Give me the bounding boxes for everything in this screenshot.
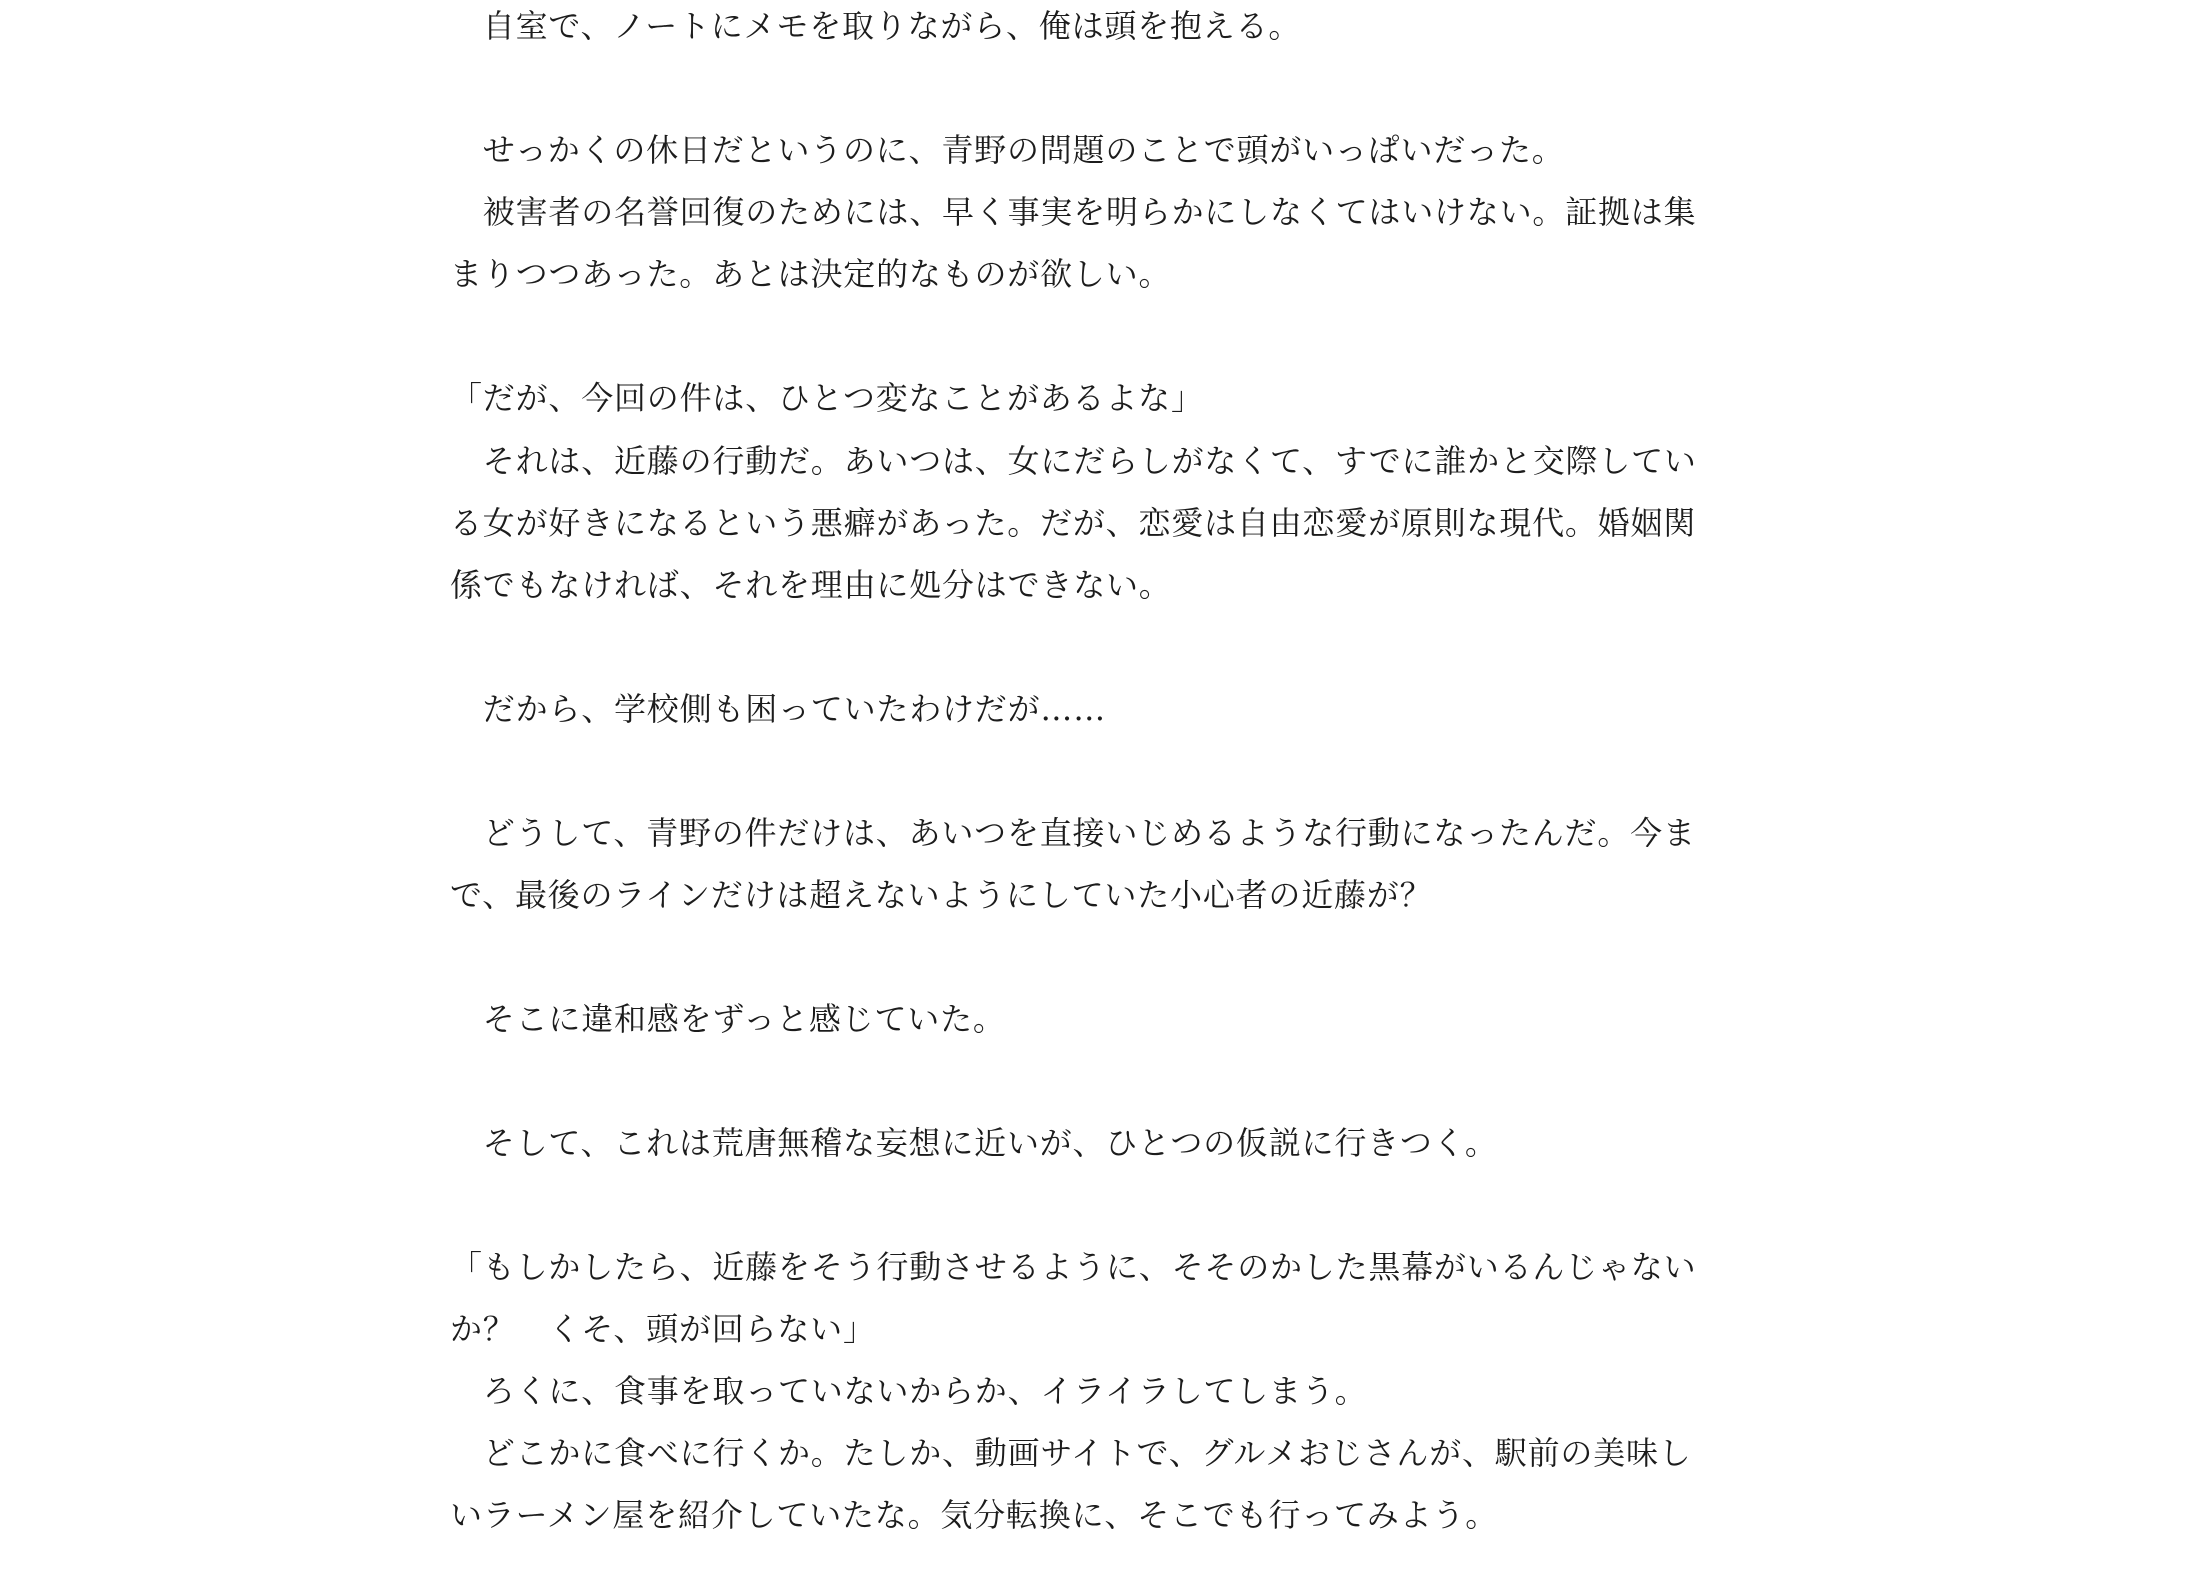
text-line-3: 被害者の名誉回復のためには、早く事実を明らかにしなくてはいけない。証拠は集 [450,193,1697,231]
text-line-18: いラーメン屋を紹介していたな。気分転換に、そこでも行ってみよう。 [450,1496,1499,1534]
text-line-9: だから、学校側も困っていたわけだが…… [450,690,1107,728]
text-line-11: で、最後のラインだけは超えないようにしていた小心者の近藤が？ [450,876,1433,914]
text-line-4: まりつつあった。あとは決定的なものが欲しい。 [450,255,1172,293]
text-line-7: る女が好きになるという悪癖があった。だが、恋愛は自由恋愛が原則な現代。婚姻関 [450,504,1697,542]
text-line-10: どうして、青野の件だけは、あいつを直接いじめるような行動になったんだ。今ま [450,814,1696,852]
text-line-1: 自室で、ノートにメモを取りながら、俺は頭を抱える。 [450,7,1302,45]
text-line-14: 「もしかしたら、近藤をそう行動させるように、そそのかした黒幕がいるんじゃない [450,1248,1697,1286]
text-line-13: そして、これは荒唐無稽な妄想に近いが、ひとつの仮説に行きつく。 [450,1124,1498,1162]
text-line-16: ろくに、食事を取っていないからか、イライラしてしまう。 [450,1372,1368,1410]
text-line-8: 係でもなければ、それを理由に処分はできない。 [450,566,1172,604]
text-line-5: 「だが、今回の件は、ひとつ変なことがあるよな」 [450,379,1204,417]
text-line-15: か？ くそ、頭が回らない」 [450,1310,876,1348]
text-line-12: そこに違和感をずっと感じていた。 [450,1000,1006,1038]
text-line-17: どこかに食べに行くか。たしか、動画サイトで、グルメおじさんが、駅前の美味し [450,1434,1692,1472]
text-line-2: せっかくの休日だというのに、青野の問題のことで頭がいっぱいだった。 [450,131,1565,169]
text-line-6: それは、近藤の行動だ。あいつは、女にだらしがなくて、すでに誰かと交際してい [450,442,1697,480]
